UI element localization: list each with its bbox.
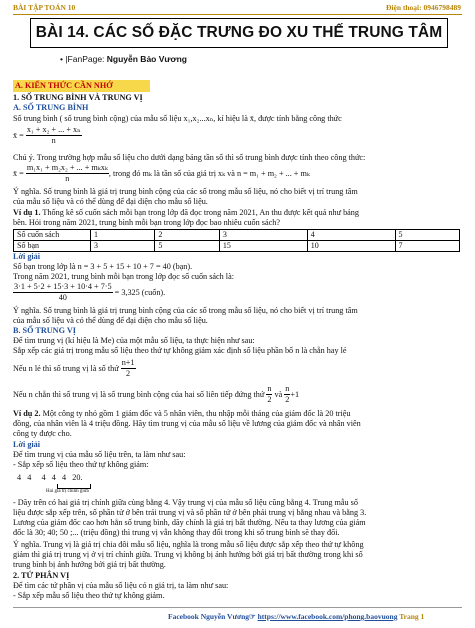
- fanpage-label: |FanPage:: [65, 54, 107, 64]
- footer-left: Facebook Nguyễn Vương☞: [168, 612, 258, 621]
- table-cell: 10: [307, 241, 395, 252]
- sequence-value: 4: [62, 473, 67, 482]
- formula-denominator: n: [65, 174, 70, 184]
- table-cell: 7: [395, 241, 459, 252]
- heading-2: 2. TỨ PHÂN VỊ: [13, 571, 70, 580]
- formula-weighted-mean: [13, 163, 310, 185]
- solution-2a: Để tìm trung vị của mẫu số liệu trên, ta làm như sau:: [13, 450, 186, 459]
- formula-denominator: 40: [58, 293, 67, 303]
- formula-numerator: x₁ + x₂ + ... + xₙ: [26, 125, 82, 136]
- formula-tail: , trong đó mₖ là tần số của giá trị xₖ và n = m₁ + m₂ + ... + mₖ: [108, 168, 310, 178]
- formula-numerator: n: [284, 384, 290, 395]
- sequence-value: 4: [51, 473, 56, 482]
- formula-denominator: 2: [126, 369, 131, 379]
- solution-heading-2: Lời giải: [13, 440, 41, 449]
- meaning-2a: Ý nghĩa. Số trung bình là giá trị trung bình cộng của các số trong mẫu số liệu, nó cho biết vị trí trung tâm: [13, 306, 358, 315]
- footer-page: Trang 1: [397, 612, 425, 621]
- fanpage-line: [60, 54, 187, 64]
- footer-link[interactable]: https://www.facebook.com/phong.baovuong: [257, 612, 398, 621]
- lesson-title-box: [30, 18, 448, 48]
- footer: [168, 612, 424, 621]
- table-cell: 4: [307, 230, 395, 241]
- solution-2b: - Sắp xếp số liệu theo thứ tự không giảm:: [13, 460, 149, 469]
- sequence-value: 4: [17, 473, 22, 482]
- table-cell: Số bạn: [14, 241, 91, 252]
- table-cell: 5: [155, 241, 219, 252]
- explain-a: - Dãy trên có hai giá trị chính giữa cùng bằng 4. Vậy trung vị của mẫu số liệu cũng bằng 4. Trung mẫu số: [13, 498, 358, 507]
- meaning-3b: giảm thì giá trị trung vị ở vị trí chính giữa. Trung vị không bị ảnh hưởng bởi giá trị bất thường trong khi số: [13, 550, 363, 559]
- table-cell: Số cuốn sách: [14, 230, 91, 241]
- solution-heading-1: Lời giải: [13, 252, 41, 261]
- formula-numerator: n+1: [121, 358, 136, 369]
- header-phone: Điện thoại: 0946798489: [386, 3, 461, 12]
- solution-1a: Số bạn trong lớp là n = 3 + 5 + 15 + 10 + 7 = 40 (bạn).: [13, 262, 193, 271]
- mean-definition: Số trung bình ( số trung bình cộng) của mẫu số liệu x₁,x₂...xₙ, kí hiệu là x̄, được tính bằng công thức: [13, 114, 342, 123]
- example-1: [13, 208, 359, 218]
- formula-lhs: x̄ =: [13, 130, 24, 140]
- formula-denominator: 2: [285, 395, 290, 405]
- table-row: [14, 230, 460, 241]
- median-odd-text: Nếu n lẻ thì số trung vị là số thứ: [13, 363, 119, 373]
- median-note: Hai giá trị chính giữa: [46, 489, 89, 494]
- formula-denominator: 2: [267, 395, 272, 405]
- example-1b: bên. Hỏi trong năm 2021, trung bình mỗi bạn trong lớp đọc bao nhiêu cuốn sách?: [13, 218, 280, 227]
- header-divider: [13, 14, 462, 15]
- footer-divider: [13, 607, 462, 608]
- example-2b: đồng, của nhân viên là 4 triệu đồng. Hãy tìm trung vị của mẫu số liệu về lương của giám đốc và nhân viên: [13, 419, 361, 428]
- median-even-text: Nếu n chẵn thì số trung vị là số trung bình cộng của hai số liên tiếp đứng thứ: [13, 389, 265, 399]
- lesson-title: BÀI 14. CÁC SỐ ĐẶC TRƯNG ĐO XU THẾ TRUNG TÂM: [35, 24, 443, 41]
- quartile-step-2: - Sắp xếp mẫu số liệu theo thứ tự không giảm.: [13, 591, 165, 600]
- heading-1: 1. SỐ TRUNG BÌNH VÀ TRUNG VỊ: [13, 93, 143, 102]
- formula-mean: [13, 125, 82, 147]
- meaning-3c: trung bình bị ảnh hưởng bởi giá trị bất thường.: [13, 560, 166, 569]
- frequency-table: [13, 229, 460, 252]
- meaning-3a: Ý nghĩa. Trung vị là giá trị chia đôi mẫu số liệu, nghĩa là trong mẫu số liệu được sắp xếp theo thứ tự không: [13, 540, 364, 549]
- heading-median: B. SỐ TRUNG VỊ: [13, 326, 76, 335]
- sequence-value: 4: [27, 473, 32, 482]
- formula-numerator: 3·1 + 5·2 + 15·3 + 10·4 + 7·5: [13, 282, 113, 293]
- formula-tail: = 3,325 (cuốn).: [114, 287, 166, 297]
- formula-lhs: x̄ =: [13, 168, 24, 178]
- meaning-1a: Ý nghĩa. Số trung bình là giá trị trung bình cộng của các số trong mẫu số liệu, nó cho biết vị trí trung tâm: [13, 187, 358, 196]
- median-odd: [13, 358, 136, 380]
- heading-mean: A. SỐ TRUNG BÌNH: [13, 103, 89, 112]
- header-title: BÀI TẬP TOÁN 10: [13, 3, 76, 12]
- bullet-icon: •: [60, 54, 66, 64]
- explain-c: Lương của giám đốc cao hơn hẳn số trung bình, dãy chính là giá trị bất thường. Nếu ta thay lương của giám: [13, 518, 366, 527]
- quartile-step-1: Để tìm các tứ phân vị của mẫu số liệu có n giá trị, ta làm như sau:: [13, 581, 229, 590]
- median-step-1: Để tìm trung vị (kí hiệu là Me) của một mẫu số liệu, ta thực hiện như sau:: [13, 336, 255, 345]
- conjunction: và: [274, 389, 283, 399]
- formula-numerator: n: [266, 384, 272, 395]
- meaning-1b: của mẫu số liệu và có thể dùng để đại diện cho mẫu số liệu.: [13, 197, 208, 206]
- table-row: [14, 241, 460, 252]
- explain-d: đốc là 30; 40; 50 ;... (triệu đồng) thì trung vị vẫn không thay đổi trong khi số trung bình sẽ thay đổi.: [13, 528, 340, 537]
- solution-1b: Trong năm 2021, trung bình mỗi bạn trong lớp đọc số cuốn sách là:: [13, 272, 234, 281]
- formula-numerator: m₁x₁ + m₂x₂ + ... + mₖxₖ: [26, 163, 109, 174]
- example-2c: công ty được cho.: [13, 429, 72, 438]
- example-text: Thống kê số cuốn sách mỗi bạn trong lớp đã đọc trong năm 2021, An thu được kết quả như bảng: [40, 208, 359, 217]
- sorted-sequence: [17, 473, 83, 483]
- sequence-value: 20.: [72, 473, 83, 482]
- formula-tail: +1: [290, 389, 300, 399]
- note-frequency: Chú ý. Trong trường hợp mẫu số liệu cho dưới dạng bảng tần số thì số trung bình được tính theo công thức:: [13, 153, 366, 162]
- example-text: Một công ty nhỏ gồm 1 giám đốc và 5 nhân viên, thu nhập mỗi tháng của giám đốc là 20 triệu: [40, 409, 351, 418]
- formula-calc: [13, 282, 165, 304]
- fanpage-name: Nguyễn Bảo Vương: [106, 54, 187, 64]
- table-cell: 1: [91, 230, 155, 241]
- table-cell: 2: [155, 230, 219, 241]
- section-a-heading: A. KIẾN THỨC CẦN NHỚ: [15, 81, 113, 90]
- sequence-value: 4: [41, 473, 46, 482]
- table-cell: 15: [219, 241, 307, 252]
- meaning-2b: của mẫu số liệu và có thể dùng để đại diện cho mẫu số liệu.: [13, 316, 208, 325]
- median-even: [13, 384, 299, 406]
- median-step-2: Sắp xếp các giá trị trong mẫu số liệu theo thứ tự không giảm xác định số liệu phần bố n là chẵn hay lẻ: [13, 346, 347, 355]
- table-cell: 5: [395, 230, 459, 241]
- table-cell: 3: [91, 241, 155, 252]
- explain-b: liệu được sắp xếp trên, số phần tử ở bên trái trung vị và số phần tử ở bên phải trung vị bằng nhau và bằng 3.: [13, 508, 367, 517]
- example-label: Ví dụ 2.: [13, 409, 41, 418]
- example-2a: [13, 409, 350, 419]
- example-label: Ví dụ 1.: [13, 208, 41, 217]
- formula-denominator: n: [51, 136, 56, 146]
- table-cell: 3: [219, 230, 307, 241]
